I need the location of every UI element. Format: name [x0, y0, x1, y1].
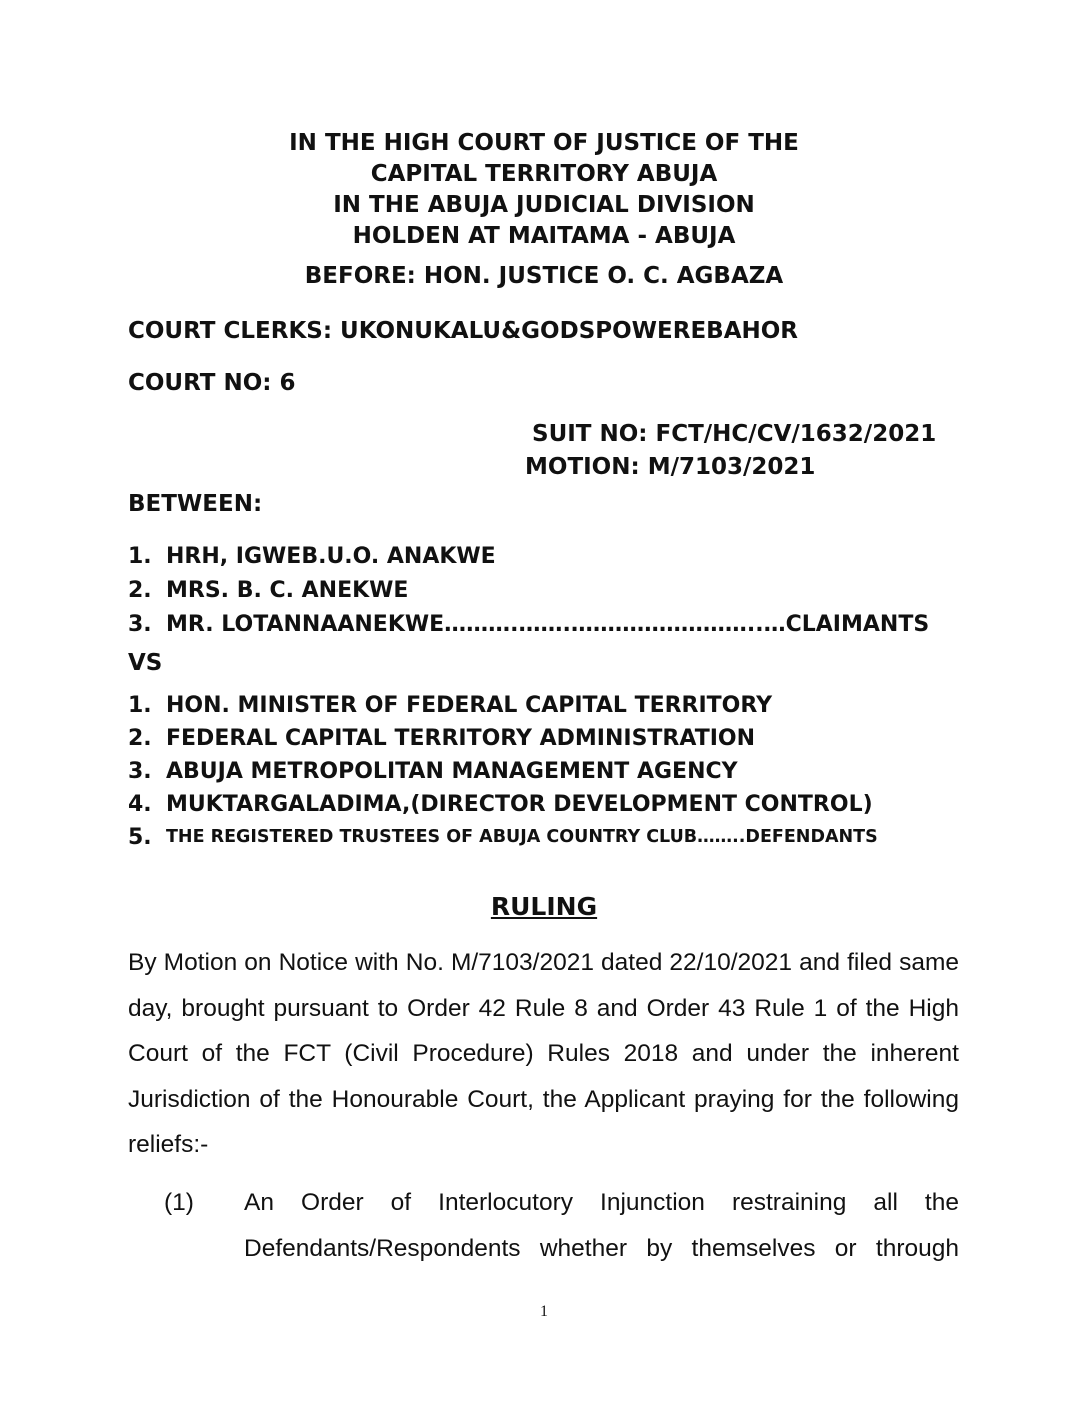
- list-number: 2.: [128, 726, 152, 751]
- list-number: 1.: [128, 544, 152, 569]
- defendant-name: FEDERAL CAPITAL TERRITORY ADMINISTRATION: [166, 726, 755, 751]
- list-item: [128, 574, 929, 608]
- heading-line-1: IN THE HIGH COURT OF JUSTICE OF THE: [289, 130, 799, 156]
- defendant-name: HON. MINISTER OF FEDERAL CAPITAL TERRITORY: [166, 693, 773, 718]
- claimant-name: MR. LOTANNAANEKWE……….…….……………………..…CLAIMANTS: [166, 612, 930, 637]
- list-item: [128, 821, 878, 854]
- before-judge: BEFORE: HON. JUSTICE O. C. AGBAZA: [304, 263, 784, 289]
- suit-number: SUIT NO: FCT/HC/CV/1632/2021: [532, 421, 937, 447]
- list-item: [128, 788, 878, 821]
- defendant-name: MUKTARGALADIMA,(DIRECTOR DEVELOPMENT CONTROL): [166, 792, 873, 817]
- ruling-title: RULING: [490, 892, 598, 921]
- court-clerks: COURT CLERKS: UKONUKALU&GODSPOWEREBAHOR: [128, 318, 799, 344]
- list-number: 5.: [128, 825, 152, 850]
- relief-item: [128, 1180, 959, 1271]
- page-number: 1: [540, 1303, 548, 1320]
- list-number: 3.: [128, 612, 152, 637]
- list-item: [128, 540, 929, 574]
- list-number: 3.: [128, 759, 152, 784]
- between-label: BETWEEN:: [128, 491, 263, 517]
- defendant-name: ABUJA METROPOLITAN MANAGEMENT AGENCY: [166, 759, 738, 784]
- claimants-list: [128, 540, 929, 642]
- claimant-name: MRS. B. C. ANEKWE: [166, 578, 409, 603]
- list-number: 4.: [128, 792, 152, 817]
- court-heading: [0, 128, 1088, 252]
- heading-line-3: IN THE ABUJA JUDICIAL DIVISION: [333, 192, 755, 218]
- list-number: 1.: [128, 693, 152, 718]
- versus-label: VS: [128, 650, 163, 676]
- list-number: 2.: [128, 578, 152, 603]
- defendant-name: THE REGISTERED TRUSTEES OF ABUJA COUNTRY CLUB……..DEFENDANTS: [166, 827, 878, 847]
- heading-line-4: HOLDEN AT MAITAMA - ABUJA: [352, 223, 736, 249]
- list-item: [128, 722, 878, 755]
- relief-number: (1): [164, 1189, 194, 1216]
- claimant-name: HRH, IGWEB.U.O. ANAKWE: [166, 544, 496, 569]
- list-item: [128, 755, 878, 788]
- heading-line-2: CAPITAL TERRITORY ABUJA: [370, 161, 718, 187]
- list-item: [128, 608, 929, 642]
- relief-text: An Order of Interlocutory Injunction restraining all the Defendants/Respondents whether by themselves or through: [244, 1189, 959, 1262]
- defendants-list: [128, 689, 878, 854]
- motion-number: MOTION: M/7103/2021: [525, 454, 816, 480]
- court-number: COURT NO: 6: [128, 370, 296, 396]
- list-item: [128, 689, 878, 722]
- body-paragraph: By Motion on Notice with No. M/7103/2021 dated 22/10/2021 and filed same day, brought pursuant to Order 42 Rule 8 and Order 43 Rule 1 of the High Court of the FCT (Civil Procedure) Rules 2018 and under the inherent Jurisdiction of the Honourable Court, the Applicant praying for the following reliefs:-: [128, 949, 959, 1158]
